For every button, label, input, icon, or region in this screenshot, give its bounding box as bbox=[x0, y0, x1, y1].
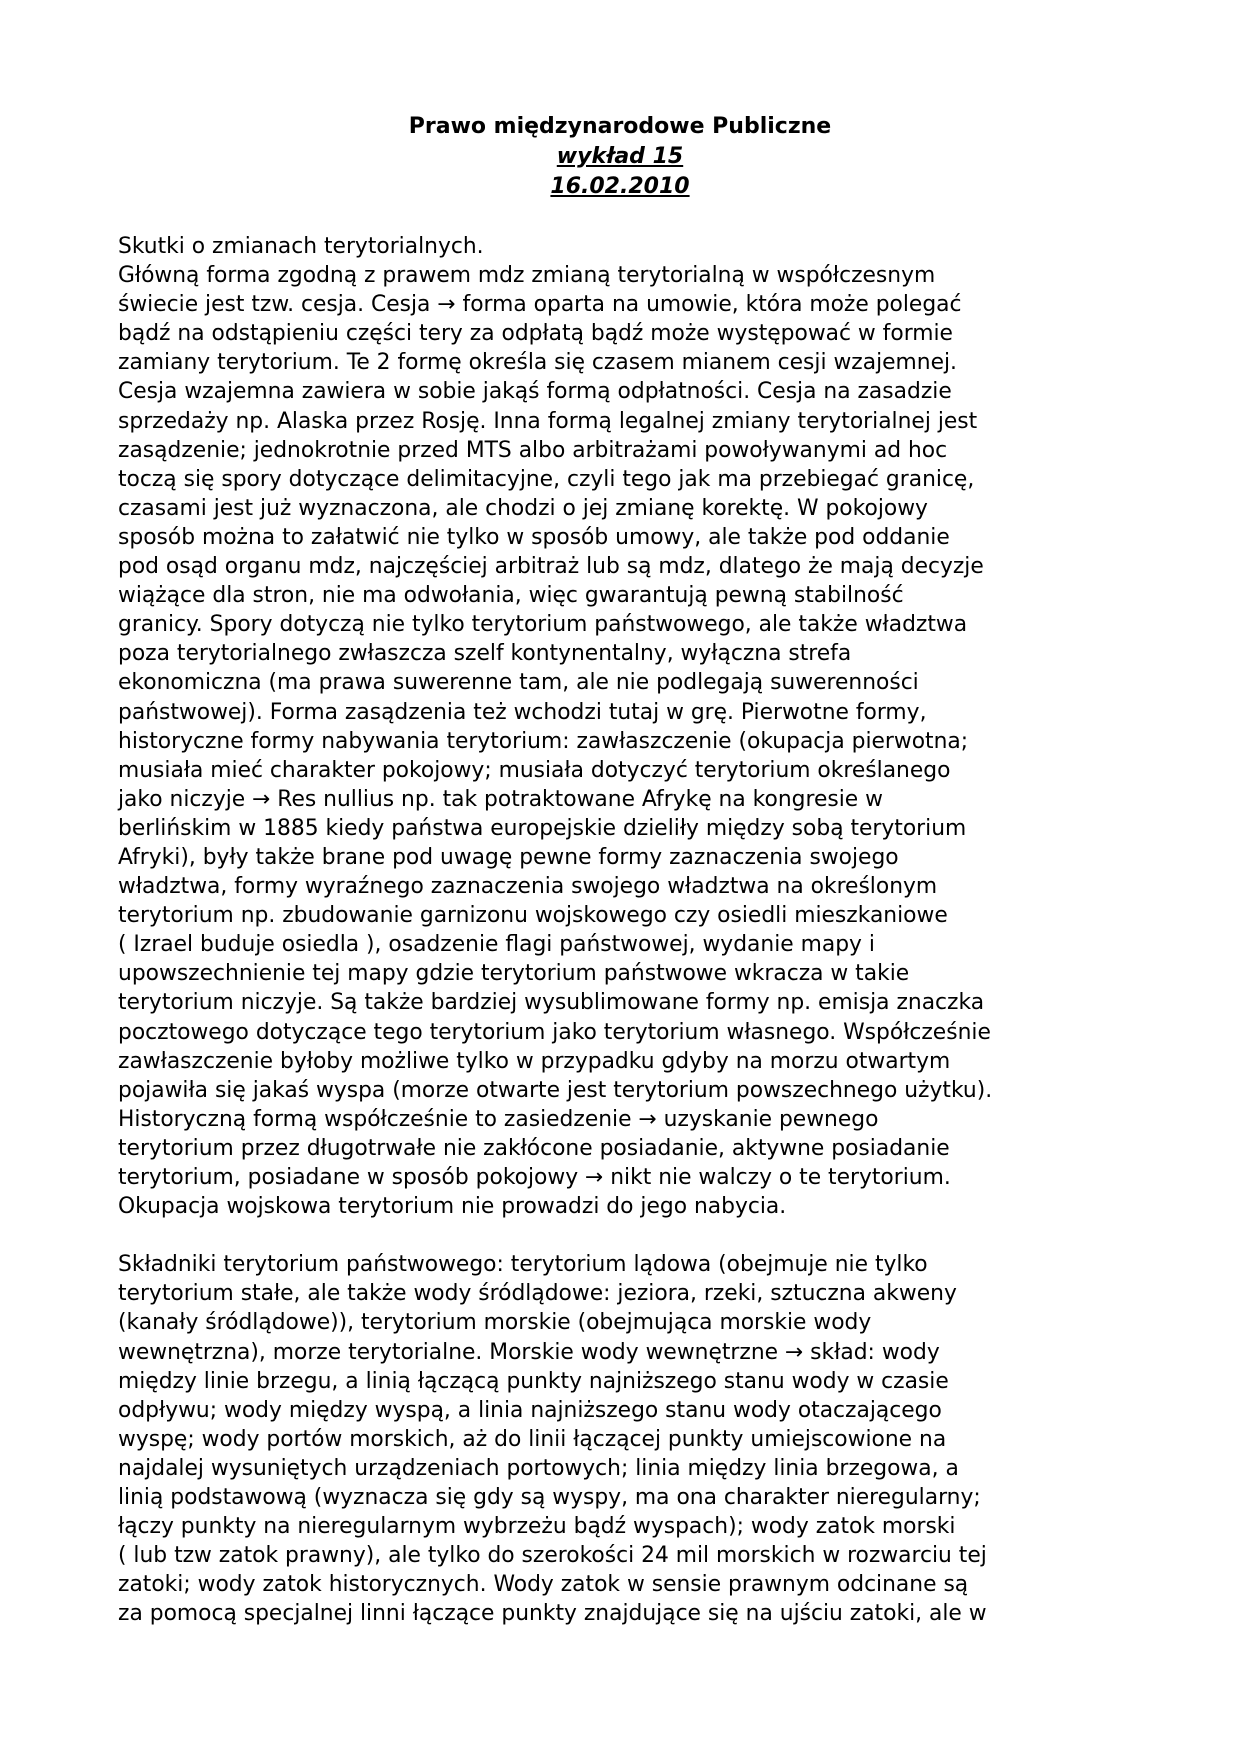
text-line: państwowej). Forma zasądzenia też wchodzi tutaj w grę. Pierwotne formy, bbox=[118, 699, 927, 725]
text-line: historyczne formy nabywania terytorium: zawłaszczenie (okupacja pierwotna; bbox=[118, 728, 969, 754]
text-line: linią podstawową (wyznacza się gdy są wyspy, ma ona charakter nieregularny; bbox=[118, 1485, 981, 1511]
text-line: zawłaszczenie byłoby możliwe tylko w przypadku gdyby na morzu otwartym bbox=[118, 1048, 951, 1074]
text-line: Składniki terytorium państwowego: terytorium lądowa (obejmuje nie tylko bbox=[118, 1252, 928, 1278]
text-line: najdalej wysuniętych urządzeniach portowych; linia między linia brzegowa, a bbox=[118, 1455, 959, 1481]
text-line: wyspę; wody portów morskich, aż do linii łączącej punkty umiejscowione na bbox=[118, 1426, 947, 1452]
text-line: odpływu; wody między wyspą, a linia najniższego stanu wody otaczającego bbox=[118, 1397, 942, 1423]
text-line: jako niczyje → Res nullius np. tak potraktowane Afrykę na kongresie w bbox=[118, 786, 883, 812]
text-line: terytorium niczyje. Są także bardziej wysublimowane formy np. emisja znaczka bbox=[118, 990, 985, 1016]
text-line: wewnętrzna), morze terytorialne. Morskie wody wewnętrzne → skład: wody bbox=[118, 1339, 940, 1365]
text-line: pocztowego dotyczące tego terytorium jako terytorium własnego. Współcześnie bbox=[118, 1019, 991, 1045]
text-line: (kanały śródlądowe)), terytorium morskie (obejmująca morskie wody bbox=[118, 1310, 872, 1336]
text-line: terytorium stałe, ale także wody śródlądowe: jeziora, rzeki, sztuczna akweny bbox=[118, 1281, 957, 1307]
text-line: sposób można to załatwić nie tylko w sposób umowy, ale także pod oddanie bbox=[118, 524, 950, 550]
text-line: ekonomiczna (ma prawa suwerenne tam, ale nie podlegają suwerenności bbox=[118, 670, 919, 696]
text-line: łączy punkty na nieregularnym wybrzeżu bądź wyspach); wody zatok morski bbox=[118, 1514, 956, 1540]
text-line: toczą się spory dotyczące delimitacyjne, czyli tego jak ma przebiegać granicę, bbox=[118, 466, 975, 492]
text-line: Afryki), były także brane pod uwagę pewne formy zaznaczenia swojego bbox=[118, 844, 899, 870]
document-header bbox=[0, 112, 1240, 202]
text-line: terytorium, posiadane w sposób pokojowy → nikt nie walczy o te terytorium. bbox=[118, 1165, 951, 1190]
text-line: ( Izrael buduje osiedla ), osadzenie flagi państwowej, wydanie mapy i bbox=[118, 932, 875, 958]
text-line: sprzedaży np. Alaska przez Rosję. Inna formą legalnej zmiany terytorialnej jest bbox=[118, 408, 978, 434]
lecture-date: 16.02.2010 bbox=[550, 174, 690, 199]
text-line: poza terytorialnego zwłaszcza szelf kontynentalny, wyłączna strefa bbox=[118, 641, 852, 667]
text-line: Główną forma zgodną z prawem mdz zmianą terytorialną w współczesnym bbox=[118, 263, 936, 289]
text-line: granicy. Spory dotyczą nie tylko terytorium państwowego, ale także władztwa bbox=[118, 612, 968, 638]
text-line: zamiany terytorium. Te 2 formę określa się czasem mianem cesji wzajemnej. bbox=[118, 350, 957, 376]
paragraph-1 bbox=[118, 232, 1128, 1221]
text-line: ( lub tzw zatok prawny), ale tylko do szerokości 24 mil morskich w rozwarciu tej bbox=[118, 1543, 987, 1569]
text-line: za pomocą specjalnej linni łączące punkty znajdujące się na ujściu zatoki, ale w bbox=[118, 1601, 987, 1627]
text-line: terytorium np. zbudowanie garnizonu wojskowego czy osiedli mieszkaniowe bbox=[118, 903, 948, 929]
text-line: czasami jest już wyznaczona, ale chodzi o jej zmianę korektę. W pokojowy bbox=[118, 495, 928, 521]
text-line: musiała mieć charakter pokojowy; musiała dotyczyć terytorium określanego bbox=[118, 757, 951, 783]
text-line: upowszechnienie tej mapy gdzie terytorium państwowe wkracza w takie bbox=[118, 961, 910, 987]
text-line: Cesja wzajemna zawiera w sobie jakąś formą odpłatności. Cesja na zasadzie bbox=[118, 379, 952, 405]
text-line: bądź na odstąpieniu części tery za odpłatą bądź może występować w formie bbox=[118, 321, 953, 347]
paragraph-2 bbox=[118, 1250, 1128, 1628]
text-line: między linie brzegu, a linią łączącą punkty najniższego stanu wody w czasie bbox=[118, 1368, 949, 1394]
text-line: berlińskim w 1885 kiedy państwa europejskie dzieliły między sobą terytorium bbox=[118, 815, 967, 841]
text-line: wiążące dla stron, nie ma odwołania, więc gwarantują pewną stabilność bbox=[118, 583, 904, 609]
text-line: Okupacja wojskowa terytorium nie prowadzi do jego nabycia. bbox=[118, 1194, 787, 1220]
text-line: świecie jest tzw. cesja. Cesja → forma oparta na umowie, która może polegać bbox=[118, 292, 962, 318]
paragraph-spacer bbox=[118, 1221, 1128, 1250]
document-body bbox=[118, 232, 1128, 1629]
text-line: zatoki; wody zatok historycznych. Wody zatok w sensie prawnym odcinane są bbox=[118, 1572, 969, 1598]
lecture-number: wykład 15 bbox=[556, 144, 684, 169]
document-title: Prawo międzynarodowe Publiczne bbox=[408, 114, 832, 139]
text-line: władztwa, formy wyraźnego zaznaczenia swojego władztwa na określonym bbox=[118, 874, 938, 900]
text-line: Skutki o zmianach terytorialnych. bbox=[118, 234, 484, 259]
text-line: pojawiła się jakaś wyspa (morze otwarte jest terytorium powszechnego użytku). bbox=[118, 1077, 993, 1103]
text-line: terytorium przez długotrwałe nie zakłócone posiadanie, aktywne posiadanie bbox=[118, 1135, 950, 1161]
text-line: Historyczną formą współcześnie to zasiedzenie → uzyskanie pewnego bbox=[118, 1106, 879, 1132]
text-line: pod osąd organu mdz, najczęściej arbitraż lub są mdz, dlatego że mają decyzje bbox=[118, 554, 984, 580]
text-line: zasądzenie; jednokrotnie przed MTS albo arbitrażami powoływanymi ad hoc bbox=[118, 437, 948, 463]
